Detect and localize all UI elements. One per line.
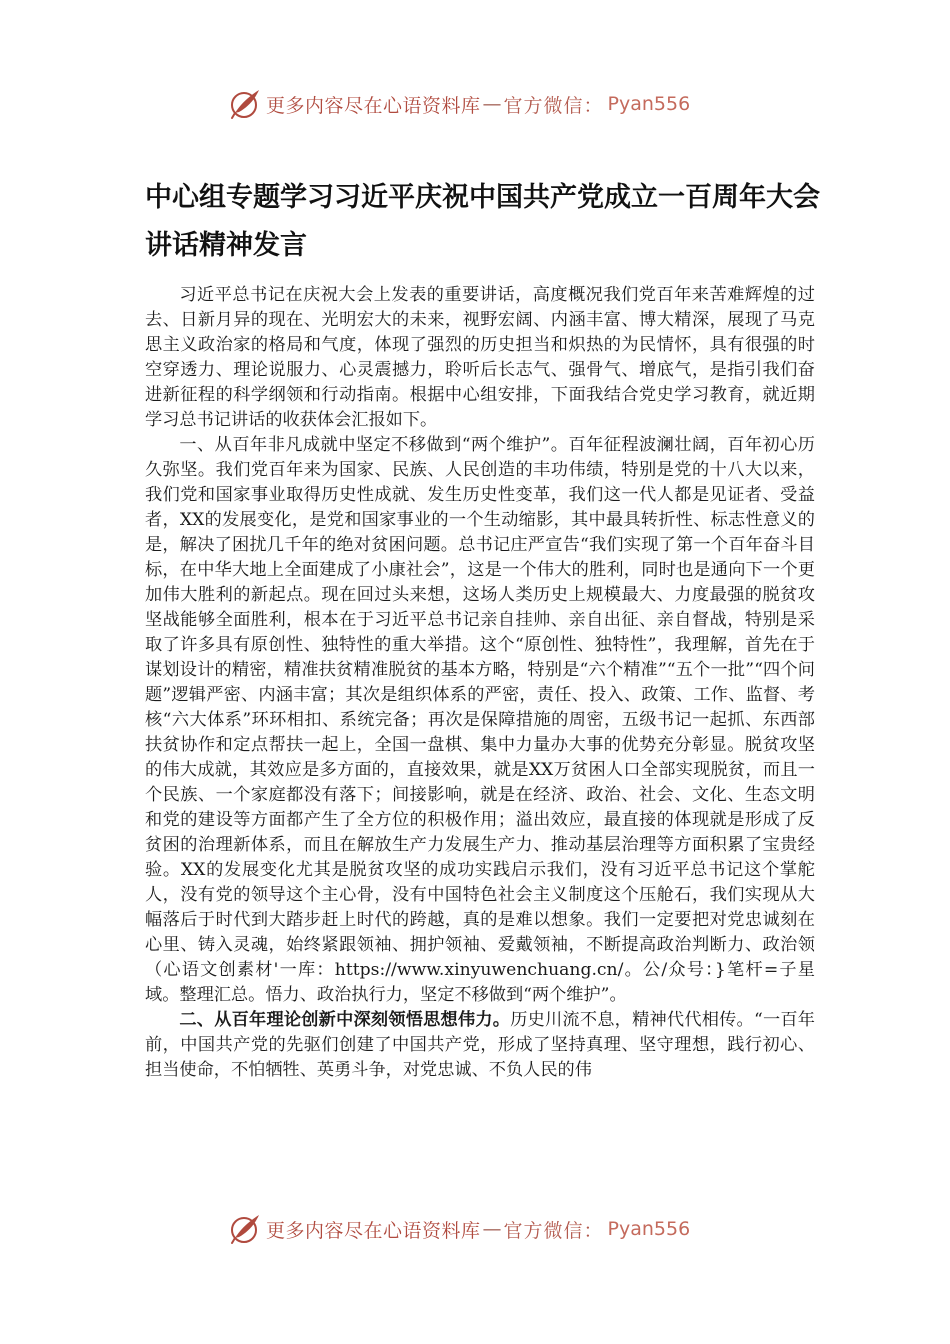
watermark-header: [228, 84, 788, 124]
watermark-dash: —: [482, 1218, 502, 1240]
watermark-official-label: 官方微信：: [503, 94, 604, 117]
paragraph-text: 历史川流不息，精神代代相传。“一百年前，中国共产党的先驱们创建了中国共产党，形成了坚持真理、坚守理想，践行初心、担当使命，不怕牺牲、英勇斗争，对党忠诚、不负人民的伟: [145, 1010, 815, 1080]
watermark-dash: —: [482, 93, 502, 115]
watermark-main-text: 更多内容尽在心语资料库: [266, 1219, 481, 1242]
quill-logo-icon: [228, 87, 262, 121]
watermark-footer: [228, 1209, 788, 1249]
document-body: [145, 283, 815, 1083]
paragraph-section-one: [145, 433, 815, 1008]
paragraph-text: 一、从百年非凡成就中坚定不移做到“两个维护”。百年征程波澜壮阔，百年初心历久弥坚。我们党百年来为国家、民族、人民创造的丰功伟绩，特别是党的十八大以来，我们党和国家事业取得历史性成就、发生历史性变革，我们这一代人都是见证者、受益者，XX的发展变化，是党和国家事业的一个生动缩影，其中最具转折性、标志性意义的是，解决了困扰几千年的绝对贫困问题。总书记庄严宣告“我们实现了第一个百年奋斗目标，在中华大地上全面建成了小康社会”，这是一个伟大的胜利，同时也是通向下一个更加伟大胜利的新起点。现在回过头来想，这场人类历史上规模最大、力度最强的脱贫攻坚战能够全面胜利，根本在于习近平总书记亲自挂帅、亲自出征、亲自督战，特别是采取了许多具有原创性、独特性的重大举措。这个“原创性、独特性”，我理解，首先在于谋划设计的精密，精准扶贫精准脱贫的基本方略，特别是“六个精准”“五个一批”“四个问题”逻辑严密、内涵丰富；其次是组织体系的严密，责任、投入、政策、工作、监督、考核“六大体系”环环相扣、系统完备；再次是保障措施的周密，五级书记一起抓、东西部扶贫协作和定点帮扶一起上，全国一盘棋、集中力量办大事的优势充分彰显。脱贫攻坚的伟大成就，其效应是多方面的，直接效果，就是XX万贫困人口全部实现脱贫，而且一个民族、一个家庭都没有落下；间接影响，就是在经济、政治、社会、文化、生态文明和党的建设等方面都产生了全方位的积极作用；溢出效应，最直接的体现就是形成了反贫困的治理新体系，而且在解放生产力发展生产力、推动基层治理等方面积累了宝贵经验。XX的发展变化尤其是脱贫攻坚的成功实践启示我们，没有习近平总书记这个掌舵人，没有党的领导这个主心骨，没有中国特色社会主义制度这个压舱石，我们实现从大幅落后于时代到大踏步赶上时代的跨越，真的是难以想象。我们一定要把对党忠诚刻在心里、铸入灵魂，始终紧跟领袖、拥护领袖、爱戴领袖，不断提高政治判断力、政治领（心语文创素材'一库：https://www.xinyuwenchuang.cn/。公/众号：}笔杆=子星域。整理汇总。悟力、政治执行力，坚定不移做到“两个维护”。: [145, 435, 815, 1005]
watermark-main-text: 更多内容尽在心语资料库: [266, 94, 481, 117]
quill-logo-icon: [228, 1212, 262, 1246]
watermark-wechat-id: Pyan556: [607, 93, 691, 115]
watermark-wechat-id: Pyan556: [607, 1218, 691, 1240]
paragraph-section-two: [145, 1008, 815, 1083]
watermark-official-label: 官方微信：: [503, 1219, 604, 1242]
paragraph-lead: 二、从百年理论创新中深刻领悟思想伟力。: [179, 1010, 511, 1030]
document-title: 中心组专题学习习近平庆祝中国共产党成立一百周年大会讲话精神发言: [145, 182, 820, 261]
paragraph-text: 习近平总书记在庆祝大会上发表的重要讲话，高度概况我们党百年来苦难辉煌的过去、日新月异的现在、光明宏大的未来，视野宏阔、内涵丰富、博大精深，展现了马克思主义政治家的格局和气度，体现了强烈的历史担当和炽热的为民情怀，具有很强的时空穿透力、理论说服力、心灵震撼力，聆听后长志气、强骨气、增底气，是指引我们奋进新征程的科学纲领和行动指南。根据中心组安排，下面我结合党史学习教育，就近期学习总书记讲话的收获体会汇报如下。: [145, 285, 815, 430]
paragraph-intro: [145, 283, 815, 433]
